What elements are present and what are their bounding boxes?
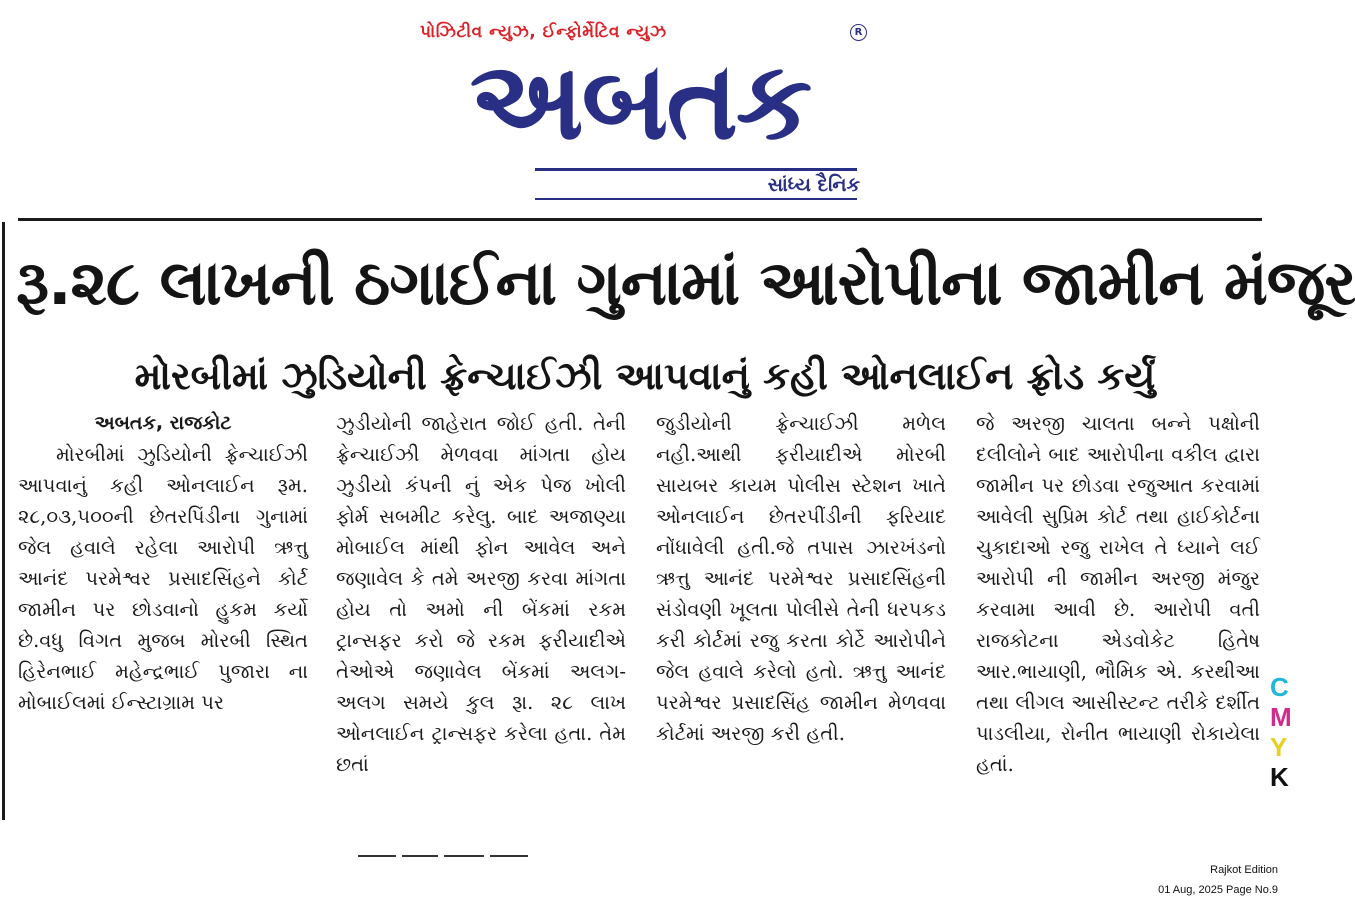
newspaper-logo: અબતક xyxy=(469,39,811,164)
cmyk-c: C xyxy=(1270,672,1289,702)
cmyk-m: M xyxy=(1270,702,1292,732)
article-column-1 xyxy=(18,408,308,824)
column-text: મોરબીમાં ઝુડિયોની ફ્રેન્ચાઈઝી આપવાનું કહી ઓનલાઈન રૂમ. ૨૮,૦૩,૫૦૦ની છેતરપિંડીના ગુનામાં જેલ હવાલે રહેલા આરોપી ઋત્તુ આનંદ પરમેશ્વર પ્રસાદસિંહને કોર્ટ જામીન પર છોડવાનો હુકમ કર્યો છે.વધુ વિગત મુજબ મોરબી સ્થિત હિરેનભાઈ મહેન્દ્રભાઈ પુજારા ના મોબાઈલમાં ઈન્સ્ટાગ્રામ પર xyxy=(18,443,308,714)
date-page-label: 01 Aug, 2025 Page No.9 xyxy=(1158,884,1278,896)
registered-mark-icon: R xyxy=(850,24,867,41)
cmyk-k: K xyxy=(1270,762,1289,792)
article-subheadline: મોરબીમાં ઝુડિયોની ફ્રેન્ચાઈઝી આપવાનું કહી ઓનલાઈન ફ્રોડ કર્યું xyxy=(134,354,1156,398)
article-column-3 xyxy=(656,408,946,824)
cmyk-y: Y xyxy=(1270,732,1288,762)
article-top-rule xyxy=(18,218,1262,221)
column-text: જુડીયોની ફ્રેન્ચાઈઝી મળેલ નહી.આથી ફરીયાદીએ મોરબી સાયબર કાયમ પોલીસ સ્ટેશન ખાતે ઓનલાઈન છેતરપીંડીની ફરિયાદ નોંધાવેલી હતી.જે તપાસ ઝારખંડનો ઋત્તુ આનંદ પરમેશ્વર પ્રસાદસિંહની સંડોવણી ખૂલતા પોલીસે તેની ધરપકડ કરી કોર્ટમાં રજુ કરતા કોર્ટે આરોપીને જેલ હવાલે કરેલો હતો. ઋત્તુ આનંદ પરમેશ્વર પ્રસાદસિંહ જામીન મેળવવા કોર્ટમાં અરજી કરી હતી. xyxy=(656,412,946,745)
column-text: જે અરજી ચાલતા બન્ને પક્ષોની દલીલોને બાદ આરોપીના વકીલ દ્વારા જામીન પર છોડવા રજુઆત કરવામાં આવેલી સુપ્રિમ કોર્ટ તથા હાઈકોર્ટના ચુકાદાઓ રજુ રાખેલ તે ધ્યાને લઈ આરોપી ની જામીન અરજી મંજુર કરવામા આવી છે. આરોપી વતી રાજકોટના એડવોકેટ હિતેષ આર.ભાયાણી, ભૌમિક એ. કરથીઆ તથા લીગલ આસીસ્ટન્ટ તરીકે દર્શીત પાડલીયા, રોનીત ભાયાણી રોકાયેલા હતાં. xyxy=(976,412,1260,776)
tagline: પોઝિટીવ ન્યુઝ, ઈન્ફોર્મેટિવ ન્યુઝ xyxy=(420,22,667,42)
logo-underline xyxy=(535,198,857,200)
article-column-4 xyxy=(976,408,1260,824)
registration-marks xyxy=(358,855,528,858)
edition-label: Rajkot Edition xyxy=(1210,864,1278,876)
article-column-2 xyxy=(336,408,626,824)
column-text: ઝુડીયોની જાહેરાત જોઈ હતી. તેની ફ્રેન્ચાઈઝી મેળવવા માંગતા હોય ઝુડીયો કંપની નું એક પેજ ખોલી ફોર્મ સબમીટ કરેલુ. બાદ અજાણ્યા મોબાઈલ માંથી ફોન આવેલ અને જણાવેલ કે તમે અરજી કરવા માંગતા હોય તો અમો ની બેંકમાં રકમ ટ્રાન્સફર કરો જે રકમ ફરીયાદીએ તેઓએ જણાવેલ બેંકમાં અલગ-અલગ સમયે કુલ રૂા. ૨૮ લાખ ઓનલાઈન ટ્રાન્સફર કરેલા હતા. તેમ છતાં xyxy=(336,412,626,776)
left-border xyxy=(2,222,5,820)
cmyk-color-bar xyxy=(1270,672,1292,792)
edition-type: સાંધ્ય દૈનિક xyxy=(767,174,860,196)
masthead xyxy=(0,0,1288,210)
article-byline: અબતક, રાજકોટ xyxy=(94,412,232,434)
article-headline: રૂ.૨૮ લાખની ઠગાઈના ગુનામાં આરોપીના જામીન મંજૂર xyxy=(16,246,1355,319)
logo-divider xyxy=(535,168,857,171)
